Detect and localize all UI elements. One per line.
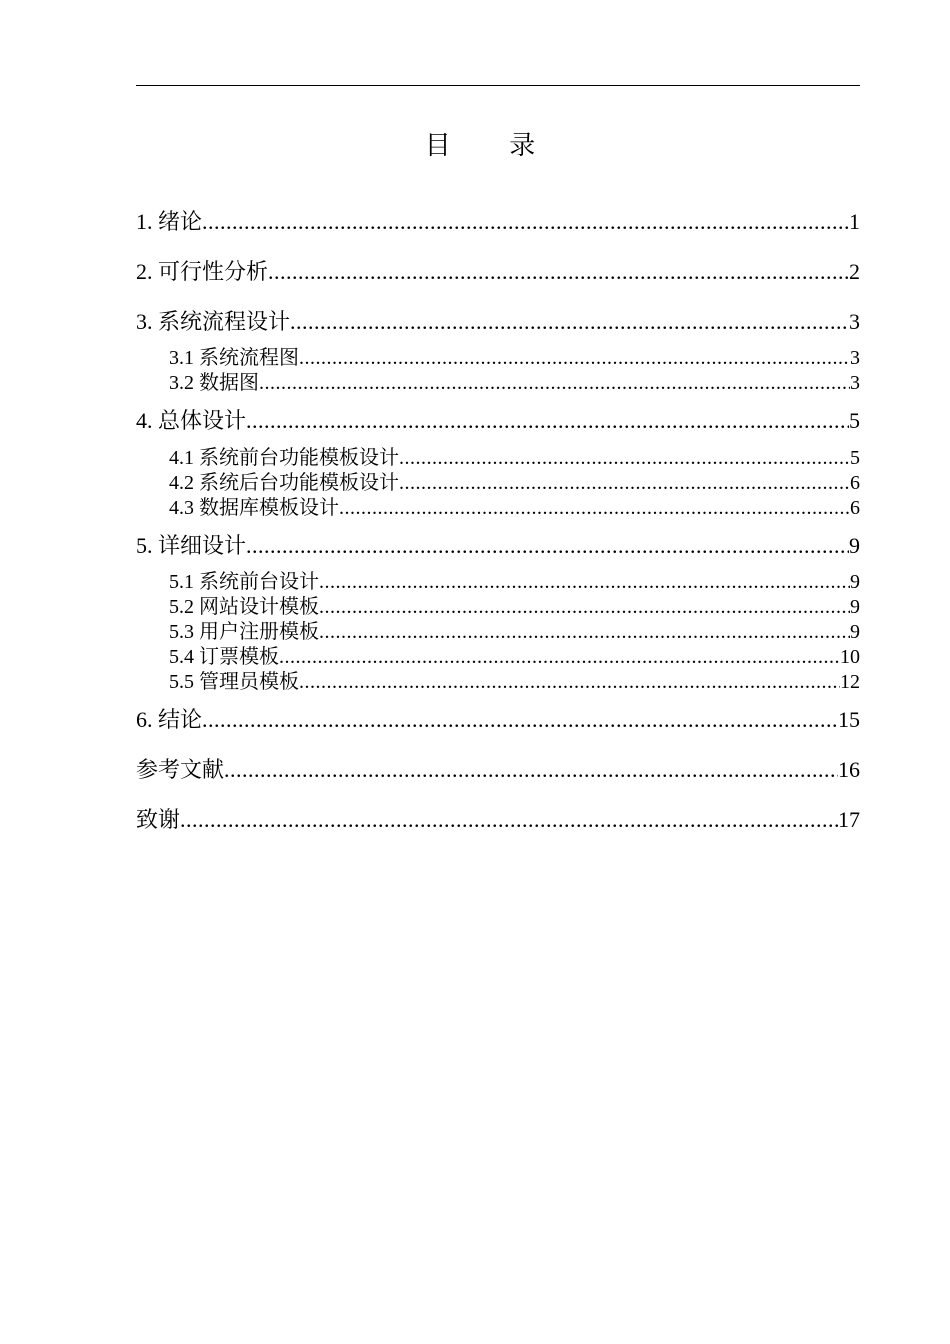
toc-entry-4-3[interactable] xyxy=(169,496,860,520)
toc-page-number: 12 xyxy=(840,671,860,693)
toc-page-number: 3 xyxy=(849,309,860,334)
toc-entry-5-1[interactable] xyxy=(169,570,860,594)
toc-entry-4-1[interactable] xyxy=(169,446,860,470)
toc-dot-leader xyxy=(290,308,849,336)
toc-entry-label: 1. 绪论 xyxy=(136,209,203,234)
toc-entry-label: 参考文献 xyxy=(136,757,225,782)
toc-page-number: 5 xyxy=(850,447,860,469)
toc-page-number: 9 xyxy=(850,621,860,643)
toc-entry-label: 2. 可行性分析 xyxy=(136,259,269,284)
toc-entry-label: 5.5 管理员模板 xyxy=(169,671,299,693)
toc-page-number: 6 xyxy=(850,472,860,494)
toc-dot-leader xyxy=(399,446,850,470)
toc-entry-label: 3.1 系统流程图 xyxy=(169,347,299,369)
toc-entry-label: 4. 总体设计 xyxy=(136,408,247,433)
toc-entry-label: 5.2 网站设计模板 xyxy=(169,596,319,618)
toc-entry-5-4[interactable] xyxy=(169,645,860,669)
toc-page-number: 6 xyxy=(850,497,860,519)
toc-entry-5[interactable] xyxy=(136,532,860,560)
toc-dot-leader xyxy=(319,620,850,644)
toc-dot-leader xyxy=(299,346,850,370)
toc-entry-4-2[interactable] xyxy=(169,471,860,495)
toc-dot-leader xyxy=(399,471,850,495)
toc-page-number: 9 xyxy=(850,571,860,593)
toc-entry-label: 3.2 数据图 xyxy=(169,372,259,394)
toc-title: 目 录 xyxy=(424,131,562,160)
toc-entry-label: 4.3 数据库模板设计 xyxy=(169,497,339,519)
toc-entry-label: 6. 结论 xyxy=(136,707,203,732)
toc-dot-leader xyxy=(202,706,838,734)
toc-entry-6[interactable] xyxy=(136,706,860,734)
toc-dot-leader xyxy=(319,570,850,594)
toc-page-number: 5 xyxy=(849,408,860,433)
toc-dot-leader xyxy=(339,496,850,520)
toc-dot-leader xyxy=(279,645,840,669)
toc-dot-leader xyxy=(268,258,849,286)
toc-page-number: 9 xyxy=(849,533,860,558)
toc-dot-leader xyxy=(246,532,849,560)
toc-page-number: 17 xyxy=(838,807,860,832)
toc-page-number: 15 xyxy=(838,707,860,732)
toc-page-number: 1 xyxy=(849,209,860,234)
toc-entry-references[interactable] xyxy=(136,756,860,784)
toc-entry-label: 5.4 订票模板 xyxy=(169,646,279,668)
toc-page-number: 3 xyxy=(850,372,860,394)
toc-entry-5-5[interactable] xyxy=(169,670,860,694)
toc-entry-label: 5.1 系统前台设计 xyxy=(169,571,319,593)
toc-entry-4[interactable] xyxy=(136,407,860,435)
toc-entry-2[interactable] xyxy=(136,258,860,286)
toc-dot-leader xyxy=(224,756,838,784)
toc-entry-3-2[interactable] xyxy=(169,371,860,395)
toc-page-number: 10 xyxy=(840,646,860,668)
toc-entry-acknowledgements[interactable] xyxy=(136,806,860,834)
toc-page-number: 9 xyxy=(850,596,860,618)
toc-dot-leader xyxy=(319,595,850,619)
toc-entry-label: 5.3 用户注册模板 xyxy=(169,621,319,643)
toc-entry-label: 4.2 系统后台功能模板设计 xyxy=(169,472,399,494)
toc-entry-5-2[interactable] xyxy=(169,595,860,619)
toc-page-number: 16 xyxy=(838,757,860,782)
toc-page-number: 3 xyxy=(850,347,860,369)
toc-entry-label: 致谢 xyxy=(136,807,181,832)
toc-entry-3-1[interactable] xyxy=(169,346,860,370)
toc-entry-1[interactable] xyxy=(136,208,860,236)
toc-entry-label: 4.1 系统前台功能模板设计 xyxy=(169,447,399,469)
toc-page-number: 2 xyxy=(849,259,860,284)
toc-dot-leader xyxy=(299,670,840,694)
toc-dot-leader xyxy=(180,806,838,834)
toc-dot-leader xyxy=(246,407,849,435)
toc-dot-leader xyxy=(202,208,849,236)
toc-entry-label: 5. 详细设计 xyxy=(136,533,247,558)
toc-entry-5-3[interactable] xyxy=(169,620,860,644)
toc-entry-label: 3. 系统流程设计 xyxy=(136,309,291,334)
toc-entry-3[interactable] xyxy=(136,308,860,336)
toc-dot-leader xyxy=(259,371,850,395)
header-rule xyxy=(136,85,860,86)
